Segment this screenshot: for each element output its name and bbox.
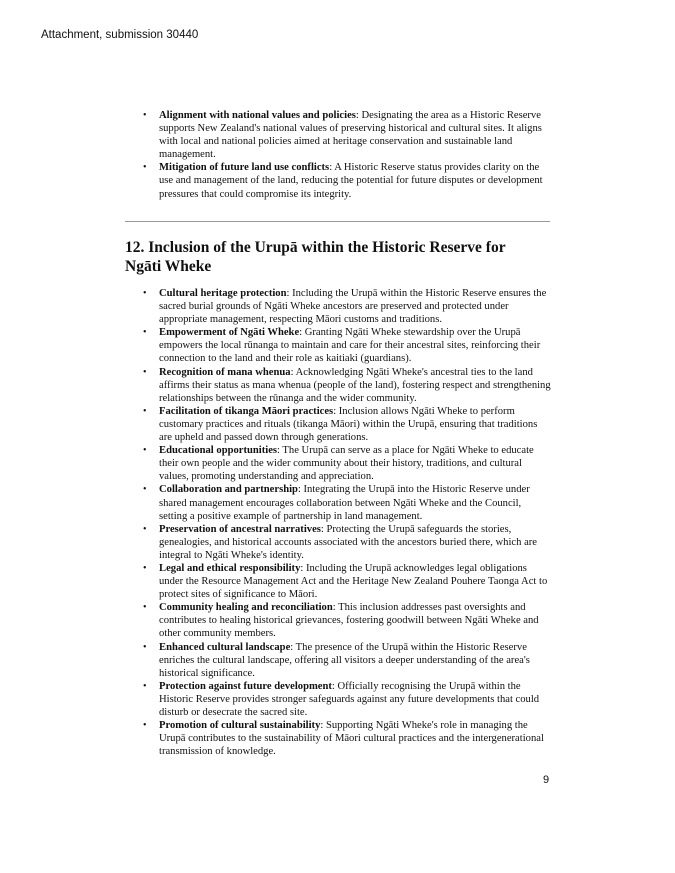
list-item	[0, 641, 551, 680]
bullet-icon: •	[143, 405, 147, 417]
list-item	[0, 444, 551, 483]
bullet-icon: •	[143, 641, 147, 653]
bullet-title: Legal and ethical responsibility	[159, 562, 301, 574]
bullet-title: Mitigation of future land use conflicts	[159, 162, 330, 174]
bullet-title: Preservation of ancestral narratives	[159, 523, 321, 535]
bullet-icon: •	[143, 445, 147, 457]
bullet-icon: •	[143, 523, 147, 535]
list-item	[0, 680, 551, 719]
bullet-title: Community healing and reconciliation	[159, 602, 333, 614]
list-item	[0, 287, 551, 326]
bullet-icon: •	[143, 288, 147, 299]
bullet-icon: •	[143, 366, 147, 378]
bullet-title: Recognition of mana whenua	[159, 366, 291, 378]
bullet-icon: •	[143, 562, 147, 574]
bullet-text: : The presence of the Urupā within the Historic Reserve enriches the cultural landscape, offering all visitors a deeper understanding of the area's historical significance.	[159, 641, 530, 679]
bullet-text: : This inclusion addresses past oversights and contributes to healing historical grievances, fostering goodwill between Ngāti Wheke and other community members.	[159, 602, 539, 640]
bullet-title: Empowerment of Ngāti Wheke	[159, 327, 300, 339]
section-bullet-list	[0, 287, 551, 758]
attachment-header: Attachment, submission 30440	[41, 29, 199, 41]
list-item	[0, 109, 551, 161]
bullet-icon: •	[143, 110, 147, 121]
bullet-icon: •	[143, 602, 147, 614]
bullet-text: : Supporting Ngāti Wheke's role in managing the Urupā contributes to the sustainability of Māori cultural practices and the intergenerational transmission of knowledge.	[159, 720, 544, 758]
section-divider	[125, 221, 550, 222]
bullet-text: : Including the Urupā within the Historic Reserve ensures the sacred burial grounds of Ngāti Wheke ancestors are preserved and protected under appropriate management, respecting Māori customs and traditions.	[159, 288, 547, 326]
bullet-title: Alignment with national values and policies	[159, 110, 356, 121]
list-item	[0, 719, 551, 758]
bullet-title: Promotion of cultural sustainability	[159, 720, 321, 732]
page-number: 9	[543, 774, 550, 786]
bullet-icon: •	[143, 327, 147, 339]
bullet-text: : Inclusion allows Ngāti Wheke to perform customary practices and rituals (tikanga Māori) within the Urupā, ensuring that traditions are upheld and passed down through generations.	[159, 405, 538, 444]
bullet-text: : Granting Ngāti Wheke stewardship over the Urupā empowers the local rūnanga to maintain and care for their ancestral sites, reinforcing their connection to the land and their role as kaitiaki (guardians).	[159, 327, 541, 365]
bullet-text: : Acknowledging Ngāti Wheke's ancestral ties to the land affirms their status as mana whenua (people of the land), fostering respect and strengthening relationships between the rūnanga and the wider community.	[159, 366, 551, 404]
list-item	[0, 523, 551, 562]
section-heading: 12. Inclusion of the Urupā within the Historic Reserve for Ngāti Wheke	[125, 239, 506, 275]
bullet-icon: •	[143, 162, 147, 174]
bullet-text: : Integrating the Urupā into the Historic Reserve under shared management encourages collaboration between Ngāti Wheke and the Council, setting a positive example of partnership in land management.	[159, 484, 530, 522]
bullet-text: : Protecting the Urupā safeguards the stories, genealogies, and historical accounts associated with the ancestors buried there, which are integral to Ngāti Wheke's identity.	[159, 523, 537, 561]
list-item	[0, 326, 551, 365]
bullet-icon: •	[143, 484, 147, 496]
bullet-text: : Including the Urupā acknowledges legal obligations under the Resource Management Act and the Heritage New Zealand Pouhere Taonga Act to protect sites of significance to Māori.	[159, 562, 548, 601]
intro-bullet-list	[0, 109, 551, 201]
bullet-title: Enhanced cultural landscape	[159, 641, 291, 653]
bullet-title: Protection against future development	[159, 680, 332, 692]
bullet-icon: •	[143, 680, 147, 692]
list-item	[0, 483, 551, 522]
bullet-icon: •	[143, 720, 147, 732]
bullet-text: : Officially recognising the Urupā within the Historic Reserve provides stronger safeguards against any future developments that could disturb or desecrate the sacred site.	[159, 680, 540, 718]
list-item	[0, 366, 551, 405]
bullet-title: Educational opportunities	[159, 445, 278, 457]
list-item	[0, 601, 551, 640]
bullet-title: Facilitation of tikanga Māori practices	[159, 405, 334, 417]
bullet-title: Collaboration and partnership	[159, 484, 298, 496]
bullet-text: : The Urupā can serve as a place for Ngāti Wheke to educate their own people and the wider community about their history, traditions, and cultural values, promoting understanding and appreciation.	[159, 445, 534, 483]
bullet-text: : A Historic Reserve status provides clarity on the use and management of the land, reducing the potential for future disputes or development pressures that could compromise its integrity.	[159, 162, 543, 200]
list-item	[0, 562, 551, 601]
bullet-text: : Designating the area as a Historic Reserve supports New Zealand's national values of preserving historical and cultural sites. It aligns with local and national policies aimed at heritage conservation and sustainable land management.	[159, 110, 542, 161]
list-item	[0, 161, 551, 200]
list-item	[0, 405, 551, 444]
bullet-title: Cultural heritage protection	[159, 288, 287, 299]
